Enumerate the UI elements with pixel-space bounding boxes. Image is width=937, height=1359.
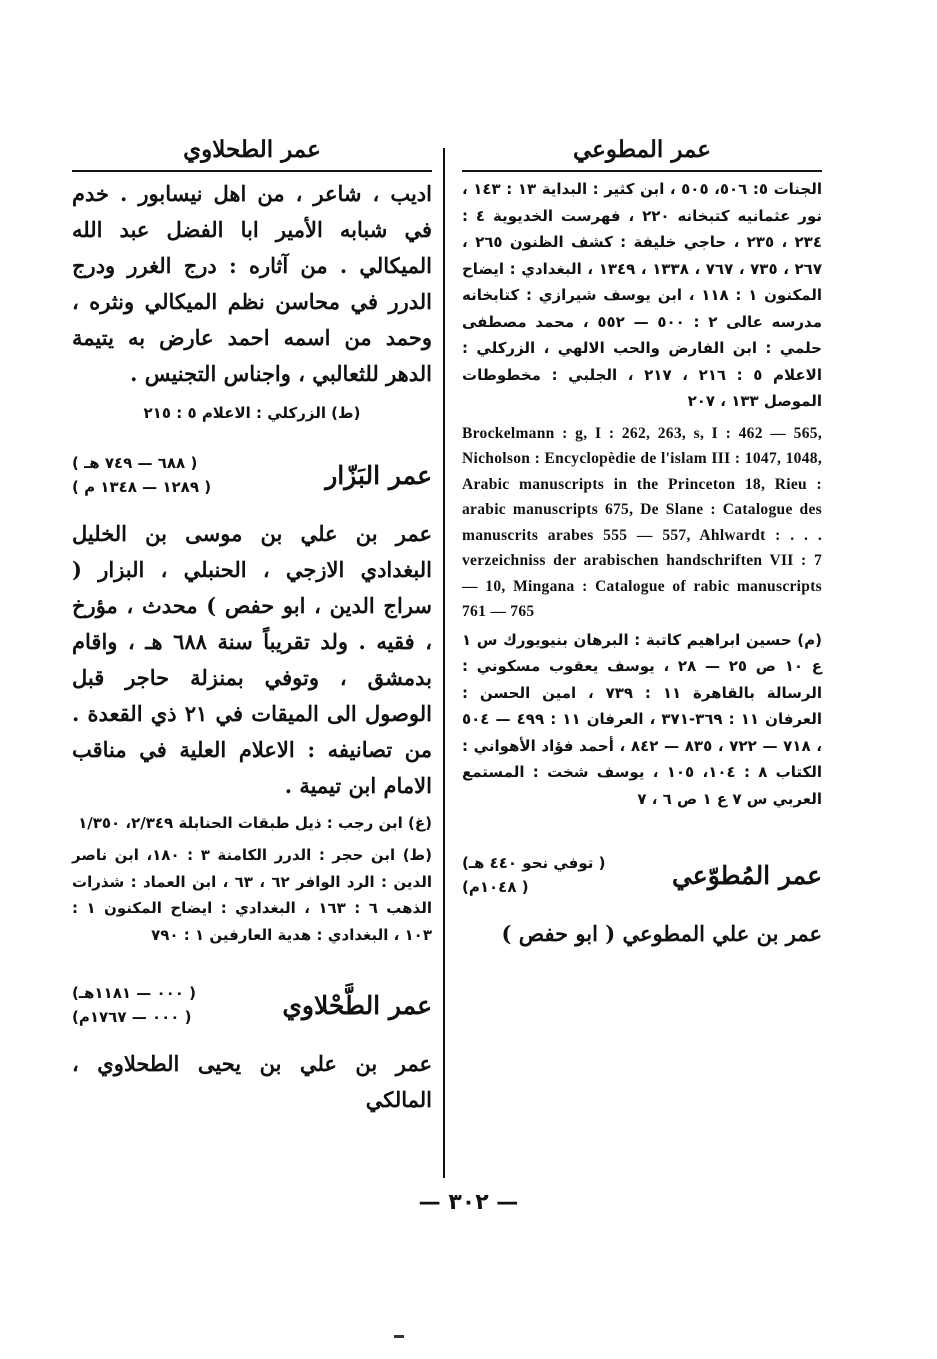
latin-references: Brockelmann : g, I : 262, 263, s, I : 462 — 565, Nicholson : Encyclopèdie de l'islam III : 1047, 1048, Arabic manuscripts in the Princeton 18, Rieu : arabic manuscripts 675, De Slane : Catalogue des manuscrits arabes 555 — 557, Ahlwardt : . . . verzeichniss der arabischen handschriften VII : 7 — 10, Mingana : Catalogue of rabic manuscripts 761 — 765 bbox=[462, 424, 822, 620]
citation-t: (ط) ابن حجر : الدرر الكامنة ٣ : ١٨٠، ابن ناصر الدين : الرد الوافر ٦٢ ، ٦٣ ، ابن العماد : شذرات الذهب ٦ : ١٦٣ ، البغدادي : ايضاح المكنون ١ : ١٠٣ ، البغدادي : هدية العارفين ١ : ٧٩٠ bbox=[72, 846, 432, 944]
entry-text-bazzar: عمر بن علي بن موسى بن الخليل البغدادي الازجي ، الحنبلي ، البزار ( سراج الدين ، ابو حفص ) محدث ، مؤرخ ، فقيه . ولد تقريباً سنة ٦٨٨ هـ ، واقام بدمشق ، وتوفي بمنزلة حاجر قبل الوصول الى الميقات في ٢١ ذي القعدة . من تصانيفه : الاعلام العلية في مناقب الامام ابن تيمية . bbox=[72, 521, 432, 798]
left-citation: (ط) الزركلي : الاعلام ٥ : ٢١٥ bbox=[143, 404, 361, 422]
entry-text-tahlawi: عمر بن علي بن يحيى الطحلاوي ، المالكي bbox=[72, 1051, 432, 1112]
right-column-header: عمر المطوعي bbox=[572, 136, 712, 163]
date-gregorian: ( ٠٠٠ — ١٧٦٧م) bbox=[72, 1008, 192, 1026]
left-column-header: عمر الطحلاوي bbox=[183, 136, 321, 163]
entry-name-bazzar: عمر البَزّار bbox=[325, 460, 432, 490]
entry-name-tahlawi: عمر الطَّحْلاوي bbox=[282, 990, 432, 1020]
entry-header-mutawwii bbox=[462, 838, 822, 912]
left-intro-text: اديب ، شاعر ، من اهل نيسابور . خدم في شبابه الأمير ابا الفضل عبد الله الميكالي . من آثاره : درج الغرر ودرج الدرر في محاسن نظم الميكالي ونثره ، وحمد من اسمه احمد عارض به يتيمة الدهر للثعالبي ، واجناس التجنيس . bbox=[72, 181, 432, 386]
entry-dates-bazzar bbox=[72, 451, 211, 499]
page-number: — ٣٠٢ — bbox=[418, 1190, 519, 1215]
date-hijri: ( ٠٠٠ — ١١٨١هـ) bbox=[72, 984, 197, 1002]
entry-dates-mutawwii bbox=[462, 851, 605, 899]
column-divider bbox=[443, 148, 445, 1178]
citation-gh: (غ) ابن رجب : ذيل طبقات الحنابلة ٢/٣٤٩، ١/٣٥٠ bbox=[78, 814, 432, 832]
date-hijri: ( توفي نحو ٤٤٠ هـ) bbox=[462, 854, 606, 872]
right-column bbox=[462, 128, 822, 952]
entry-name-mutawwii: عمر المُطوّعي bbox=[671, 860, 822, 890]
date-hijri: ( ٦٨٨ — ٧٤٩ هـ ) bbox=[72, 454, 198, 472]
left-column bbox=[72, 128, 432, 1118]
right-references: الجنات ٥: ٥٠٦، ٥٠٥ ، ابن كثير : البداية ١٣ : ١٤٣ ، نور عثمانيه كتبخانه ٢٢٠ ، فهرست الخديوية ٤ : ٢٣٤ ، ٢٣٥ ، حاجي خليفة : كشف الظنون ٢٦٥ ، ٢٦٧ ، ٧٣٥ ، ٧٦٧ ، ١٣٣٨ ، ١٣٤٩ ، البغدادي : ايضاح المكنون ١ : ١١٨ ، ابن يوسف شيرازي : كتابخانه مدرسه عالى ٢ : ٥٠٠ — ٥٥٢ ، محمد مصطفى حلمي : ابن الفارض والحب الالهي ، الزركلي : الاعلام ٥ : ٢١٦ ، ٢١٧ ، الجلبي : مخطوطات الموصل ١٣٣ ، ٢٠٧ bbox=[462, 180, 823, 410]
date-gregorian: ( ١٠٤٨م) bbox=[462, 878, 529, 896]
entry-text-mutawwii: عمر بن علي المطوعي ( ابو حفص ) bbox=[501, 921, 822, 946]
periodical-references: (م) حسين ابراهيم كاتبة : البرهان بنيويورك س ١ ع ١٠ ص ٢٥ — ٢٨ ، يوسف يعقوب مسكوني : الرسالة بالقاهرة ١١ : ٧٣٩ ، امين الحسن : العرفان ١١ : ٣٦٩-٣٧١ ، العرفان ١١ : ٤٩٩ — ٥٠٤ ، ٧١٨ — ٧٢٢ ، ٨٣٥ — ٨٤٢ ، أحمد فؤاد الأهواني : الكتاب ٨ : ١٠٤، ١٠٥ ، يوسف شخت : المستمع العربي س ٧ ع ١ ص ٦ ، ٧ bbox=[462, 630, 823, 808]
entry-header-tahlawi bbox=[72, 968, 432, 1042]
date-gregorian: ( ١٢٨٩ — ١٣٤٨ م ) bbox=[72, 478, 212, 496]
scan-speck bbox=[394, 1335, 404, 1338]
entry-header-bazzar bbox=[72, 438, 432, 512]
entry-dates-tahlawi bbox=[72, 981, 196, 1029]
